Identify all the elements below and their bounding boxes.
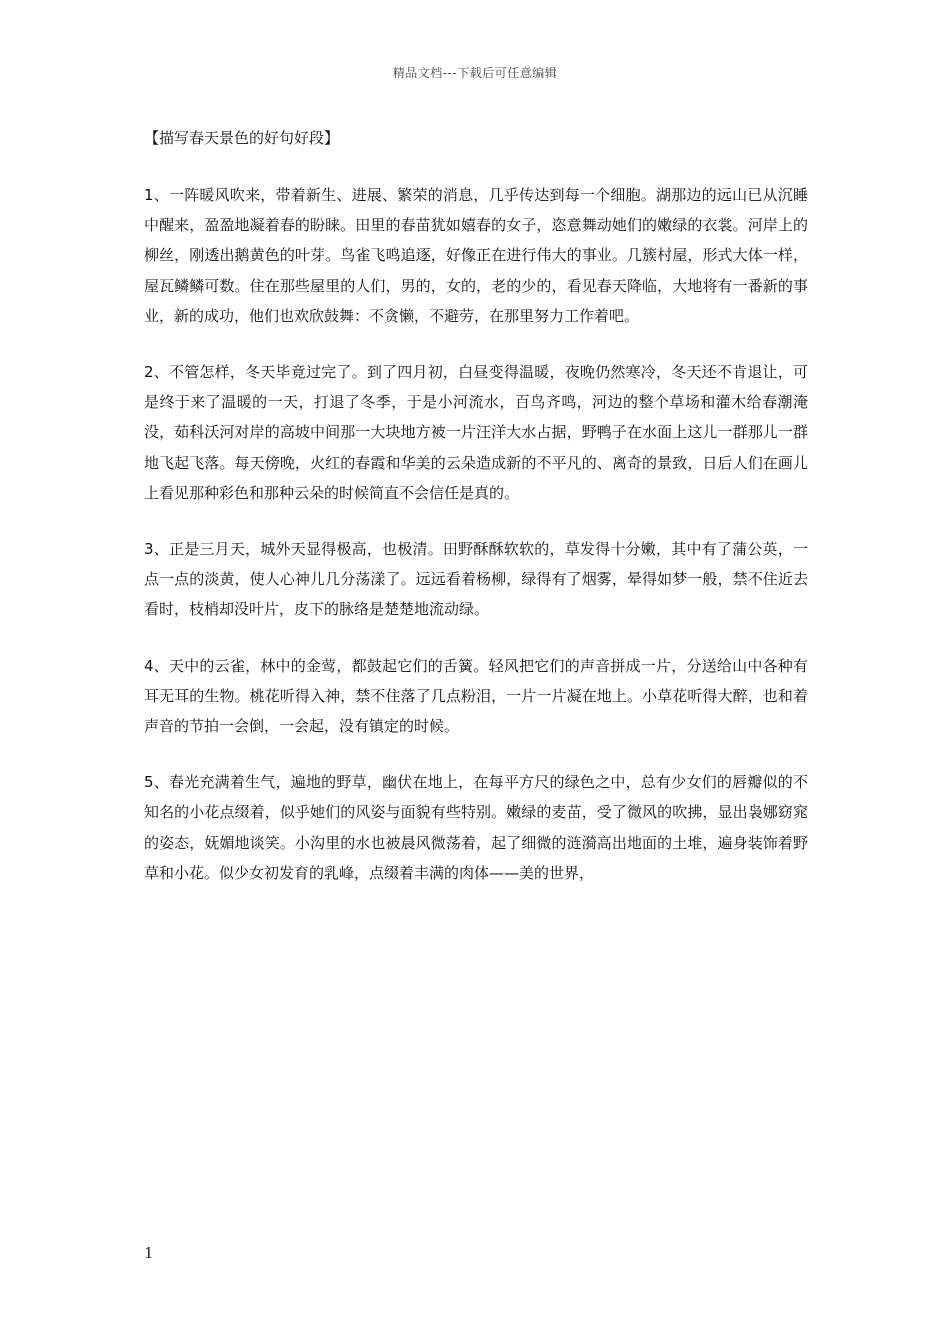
paragraph-2: 2、不管怎样，冬天毕竟过完了。到了四月初，白昼变得温暖，夜晚仍然寒冷，冬天还不肯退让，可是终于来了温暖的一天，打退了冬季，于是小河流水，百鸟齐鸣，河边的整个草场和灌木给春潮淹没，茹科沃河对岸的高坡中间那一大块地方被一片汪洋大水占据，野鸭子在水面上这儿一群那儿一群地飞起飞落。每天傍晚，火红的春霞和华美的云朵造成新的不平凡的、离奇的景致，日后人们在画儿上看见那种彩色和那种云朵的时候简直不会信任是真的。 [144,363,808,502]
paragraph-5: 5、春光充满着生气，遍地的野草，幽伏在地上，在每平方尺的绿色之中，总有少女们的唇瓣似的不知名的小花点缀着，似乎她们的风姿与面貌有些特别。嫩绿的麦苗，受了微风的吹拂，显出袅娜窈窕的姿态，妩媚地谈笑。小沟里的水也被晨风微荡着，起了细微的涟漪高出地面的土堆，遍身装饰着野草和小花。似少女初发育的乳峰，点缀着丰满的肉体——美的世界， [144,773,808,882]
document-title: 【描写春天景色的好句好段】 [144,129,340,147]
paragraph-4: 4、天中的云雀，林中的金莺，都鼓起它们的舌簧。轻风把它们的声音拼成一片，分送给山中各种有耳无耳的生物。桃花听得入神，禁不住落了几点粉泪，一片一片凝在地上。小草花听得大醉，也和着声音的节拍一会倒，一会起，没有镇定的时候。 [144,656,808,736]
page-header: 精品文档---下载后可任意编辑 [392,66,558,80]
paragraph-3: 3、正是三月天，城外天显得极高，也极清。田野酥酥软软的，草发得十分嫩，其中有了蒲公英，一点一点的淡黄，使人心神儿几分荡漾了。远远看着杨柳，绿得有了烟雾，晕得如梦一般，禁不住近去看时，枝梢却没叶片，皮下的脉络是楚楚地流动绿。 [144,540,808,619]
document-body [144,128,808,914]
paragraph-1: 1、一阵暖风吹来，带着新生、进展、繁荣的消息，几乎传达到每一个细胞。湖那边的远山已从沉睡中醒来，盈盈地凝着春的盼睐。田里的春苗犹如嬉春的女子，恣意舞动她们的嫩绿的衣裳。河岸上的柳丝，刚透出鹅黄色的叶芽。鸟雀飞鸣追逐，好像正在进行伟大的事业。几簇村屋，形式大体一样，屋瓦鳞鳞可数。住在那些屋里的人们，男的，女的，老的少的，看见春天降临，大地将有一番新的事业，新的成功，他们也欢欣鼓舞：不贪懒，不避劳，在那里努力工作着吧。 [144,186,808,325]
page-number: 1 [144,1244,154,1262]
